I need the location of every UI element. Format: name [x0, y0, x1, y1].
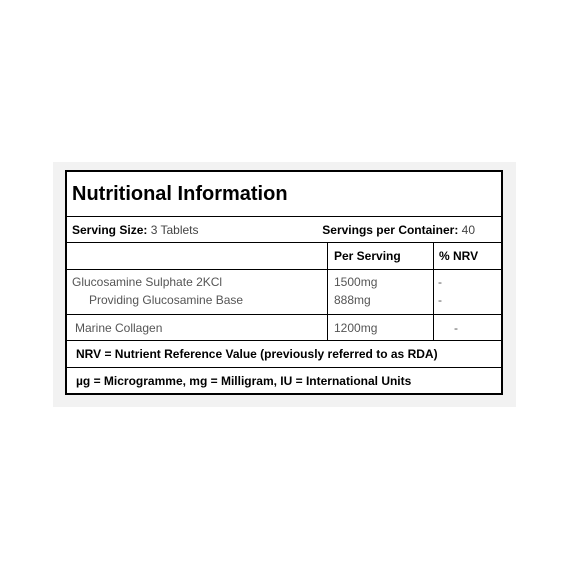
- sub-nrv-value: -: [438, 293, 442, 307]
- table-row: [67, 270, 501, 315]
- units-footnote: µg = Microgramme, mg = Milligram, IU = International Units: [76, 374, 412, 388]
- serving-size-label: Serving Size:: [72, 223, 148, 237]
- header-per-serving: Per Serving: [334, 249, 401, 263]
- serving-info-row: [67, 217, 501, 243]
- servings-per-container: [322, 223, 475, 237]
- sub-per-serving-value: 888mg: [334, 293, 371, 307]
- header-nrv: % NRV: [439, 249, 479, 263]
- per-serving-cell: [328, 315, 434, 340]
- header-per-serving-cell: [328, 243, 434, 269]
- ingredient-name-cell: [67, 315, 328, 340]
- table-title: Nutritional Information: [67, 172, 501, 217]
- servings-per-container-value: 40: [458, 223, 475, 237]
- table-row: [67, 315, 501, 341]
- header-nrv-cell: [434, 243, 501, 269]
- serving-size-value: 3 Tablets: [147, 223, 199, 237]
- nrv-cell: [434, 315, 501, 340]
- nrv-footnote: NRV = Nutrient Reference Value (previously referred to as RDA): [67, 341, 501, 368]
- ingredient-name-cell: [67, 270, 328, 314]
- ingredient-sub-name: Providing Glucosamine Base: [89, 293, 244, 307]
- per-serving-cell: [328, 270, 434, 314]
- ingredient-name: Glucosamine Sulphate 2KCl: [72, 275, 223, 289]
- nrv-value: -: [454, 321, 458, 335]
- table-header-row: [67, 243, 501, 270]
- nutrition-facts-table: [65, 170, 503, 395]
- nrv-cell: [434, 270, 501, 314]
- nrv-value: -: [438, 275, 442, 289]
- serving-size: [72, 223, 199, 237]
- ingredient-name: Marine Collagen: [75, 321, 163, 335]
- per-serving-value: 1200mg: [334, 321, 378, 335]
- per-serving-value: 1500mg: [334, 275, 378, 289]
- servings-per-container-label: Servings per Container:: [322, 223, 459, 237]
- header-name-cell: [67, 243, 328, 269]
